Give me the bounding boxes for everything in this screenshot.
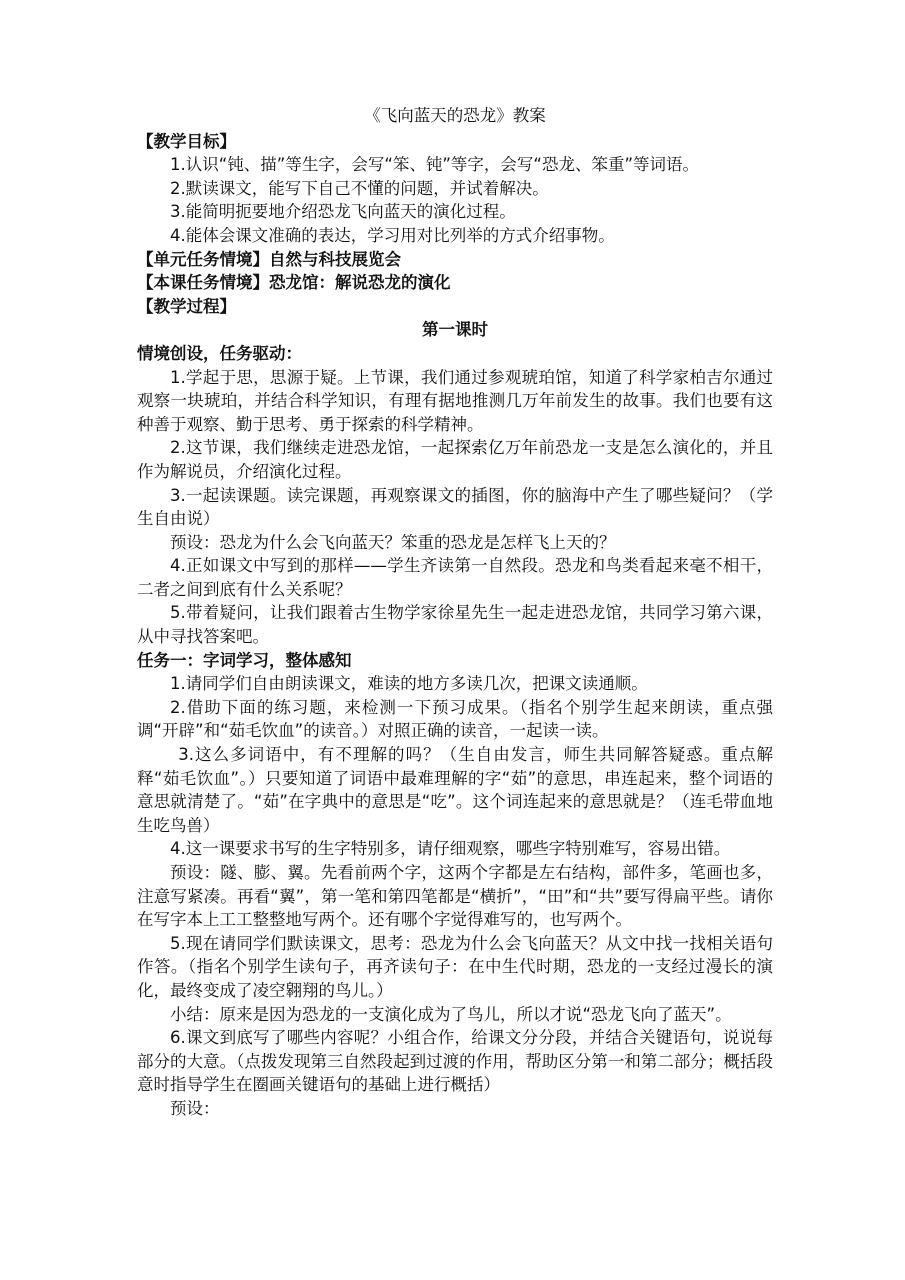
paragraph: 4.正如课文中写到的那样——学生齐读第一自然段。恐龙和鸟类看起来毫不相干，二者之间到底有什么关系呢？ (137, 556, 773, 599)
paragraph: 6.课文到底写了哪些内容呢？小组合作，给课文分分段，并结合关键语句，说说每部分的大意。（点拨发现第三自然段起到过渡的作用，帮助区分第一和第二部分；概括段意时指导学生在圈画关键语句的基础上进行概括） (137, 1028, 773, 1095)
lesson-one-heading: 第一课时 (422, 320, 488, 340)
paragraph: 2.这节课，我们继续走进恐龙馆，一起探索亿万年前恐龙一支是怎么演化的，并且作为解说员，介绍演化过程。 (137, 438, 773, 481)
paragraph: 小结：原来是因为恐龙的一支演化成为了鸟儿，所以才说“恐龙飞向了蓝天”。 (170, 1004, 732, 1024)
paragraph: 4.这一课要求书写的生字特别多，请仔细观察，哪些字特别难写，容易出错。 (170, 839, 731, 859)
teaching-goals-heading: 【教学目标】 (137, 131, 236, 151)
goal-item: 1.认识“钝、描”等生字，会写“笨、钝”等字，会写“恐龙、笨重”等词语。 (170, 155, 700, 175)
document-title: 《飞向蓝天的恐龙》教案 (364, 106, 546, 125)
paragraph: 1.请同学们自由朗读课文，难读的地方多读几次，把课文读通顺。 (170, 674, 648, 694)
paragraph: 1.学起于思，思源于疑。上节课，我们通过参观琥珀馆，知道了科学家柏吉尔通过观察一块琥珀，并结合科学知识，有理有据地推测几万年前发生的故事。我们也要有这种善于观察、勤于思考、勇于探索的科学精神。 (137, 367, 773, 434)
paragraph: 5.带着疑问，让我们跟着古生物学家徐星先生一起走进恐龙馆，共同学习第六课，从中寻找答案吧。 (137, 603, 773, 647)
task1-heading: 任务一：字词学习，整体感知 (137, 650, 352, 670)
goal-item: 3.能简明扼要地介绍恐龙飞向蓝天的演化过程。 (170, 202, 516, 222)
paragraph: 3.这么多词语中，有不理解的吗？（生自由发言，师生共同解答疑惑。重点解释“茹毛饮血”。）只要知道了词语中最难理解的字“茹”的意思，串连起来，整个词语的意思就清楚了。“茹”在字典中的意思是“吃”。这个词连起来的意思就是？（连毛带血地生吃鸟兽） (137, 745, 773, 835)
process-heading: 【教学过程】 (137, 296, 236, 316)
paragraph: 5.现在请同学们默读课文，思考：恐龙为什么会飞向蓝天？从文中找一找相关语句作答。（指名个别学生读句子，再齐读句子：在中生代时期，恐龙的一支经过漫长的演化，最终变成了凌空翱翔的鸟儿。） (137, 933, 773, 1000)
goal-item: 2.默读课文，能写下自己不懂的问题，并试着解决。 (170, 178, 549, 198)
paragraph: 预设：隧、膨、翼。先看前两个字，这两个字都是左右结构，部件多，笔画也多，注意写紧凑。再看“翼”，第一笔和第四笔都是“横折”，“田”和“共”要写得扁平些。请你在写字本上工工整整地写两个。还有哪个字觉得难写的，也写两个。 (137, 863, 773, 930)
paragraph: 3.一起读课题。读完课题，再观察课文的插图，你的脑海中产生了哪些疑问？（学生自由说） (137, 485, 773, 529)
goal-item: 4.能体会课文准确的表达，学习用对比列举的方式介绍事物。 (170, 225, 615, 245)
paragraph: 2.借助下面的练习题，来检测一下预习成果。（指名个别学生起来朗读，重点强调“开辟”和“茹毛饮血”的读音。）对照正确的读音，一起读一读。 (137, 697, 773, 741)
paragraph: 预设： (170, 1098, 220, 1118)
lesson-situation: 【本课任务情境】恐龙馆：解说恐龙的演化 (137, 273, 451, 293)
paragraph: 预设：恐龙为什么会飞向蓝天？笨重的恐龙是怎样飞上天的？ (170, 532, 616, 552)
part1-heading: 情境创设，任务驱动： (137, 343, 302, 363)
unit-situation: 【单元任务情境】自然与科技展览会 (137, 249, 401, 269)
